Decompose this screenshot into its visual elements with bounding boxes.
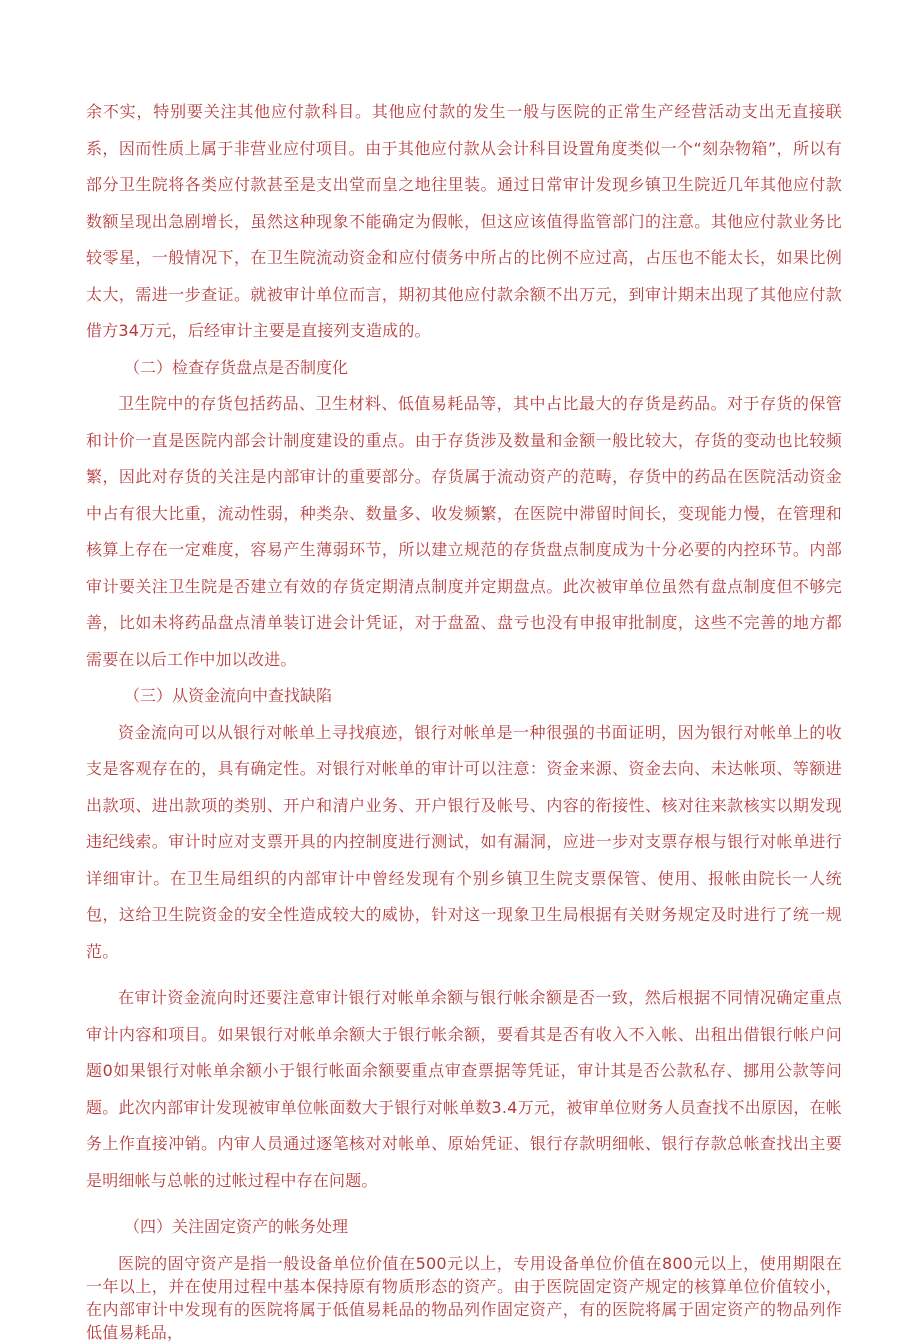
section-heading-inventory: （二）检查存货盘点是否制度化 bbox=[124, 357, 349, 377]
paragraph-bank-statement: 资金流向可以从银行对帐单上寻找痕迹，银行对帐单是一种很强的书面证明，因为银行对帐单上的收支是客观存在的，具有确定性。对银行对帐单的审计可以注意：资金来源、资金去向、未达帐项、等额进出款项、进出款项的类别、开户和清户业务、开户银行及帐号、内容的衔接性、核对往来款核实以期发现违纪线索。审计时应对支票开具的内控制度进行测试，如有漏洞，应进一步对支票存根与银行对帐单进行详细审计。在卫生局组织的内部审计中曾经发现有个别乡镇卫生院支票保管、使用、报帐由院长一人统包，这给卫生院资金的安全性造成较大的威协，针对这一现象卫生局根据有关财务规定及时进行了统一规范。 bbox=[86, 722, 842, 961]
paragraph-balance-check: 在审计资金流向时还要注意审计银行对帐单余额与银行帐余额是否一致，然后根据不同情况确定重点审计内容和项目。如果银行对帐单余额大于银行帐余额，要看其是否有收入不入帐、出租出借银行帐户问题0如果银行对帐单余额小于银行帐面余额要重点审查票据等凭证，审计其是否公款私存、挪用公款等问题。此次内部审计发现被审单位帐面数大于银行对帐单数3.4万元，被审单位财务人员查找不出原因，在帐务上作直接冲销。内审人员通过逐笔核对对帐单、原始凭证、银行存款明细帐、银行存款总帐查找出主要是明细帐与总帐的过帐过程中存在问题。 bbox=[86, 988, 842, 1190]
paragraph-fixed-assets: 医院的固守资产是指一般设备单位价值在500元以上，专用设备单位价值在800元以上，使用期限在一年以上，并在使用过程中基本保持原有物质形态的资产。由于医院固定资产规定的核算单位价值较小，在内部审计中发现有的医院将属于低值易耗品的物品列作固定资产，有的医院将属于固定资产的物品列作低值易耗品， bbox=[86, 1253, 842, 1342]
section-heading-fixed-assets: （四）关注固定资产的帐务处理 bbox=[124, 1217, 349, 1236]
section-heading-fund-flow: （三）从资金流向中查找缺陷 bbox=[124, 686, 333, 705]
paragraph-inventory: 卫生院中的存货包括药品、卫生材料、低值易耗品等，其中占比最大的存货是药品。对于存货的保管和计价一直是医院内部会计制度建设的重点。由于存货涉及数量和金额一般比较大，存货的变动也比较频繁，因此对存货的关注是内部审计的重要部分。存货属于流动资产的范畴，存货中的药品在医院活动资金中占有很大比重，流动性弱，种类杂、数量多、收发频繁，在医院中滞留时间长，变现能力慢，在管理和核算上存在一定难度，容易产生薄弱环节，所以建立规范的存货盘点制度成为十分必要的内控环节。内部审计要关注卫生院是否建立有效的存货定期清点制度并定期盘点。此次被审单位虽然有盘点制度但不够完善，比如未将药品盘点清单装订进会计凭证，对于盘盈、盘亏也没有申报审批制度，这些不完善的地方都需要在以后工作中加以改进。 bbox=[86, 394, 842, 669]
paragraph-other-payables: 余不实，特别要关注其他应付款科目。其他应付款的发生一般与医院的正常生产经营活动支出无直接联系，因而性质上属于非营业应付项目。由于其他应付款从会计科目设置角度类似一个“刻杂物箱”，所以有部分卫生院将各类应付款甚至是支出堂而皇之地往里装。通过日常审计发现乡镇卫生院近几年其他应付款数额呈现出急剧增长，虽然这种现象不能确定为假帐，但这应该值得监管部门的注意。其他应付款业务比较零星，一般情况下，在卫生院流动资金和应付债务中所占的比例不应过高，占压也不能太长，如果比例太大，需进一步查证。就被审计单位而言，期初其他应付款余额不出万元，到审计期末出现了其他应付款借方34万元，后经审计主要是直接列支造成的。 bbox=[86, 102, 842, 340]
